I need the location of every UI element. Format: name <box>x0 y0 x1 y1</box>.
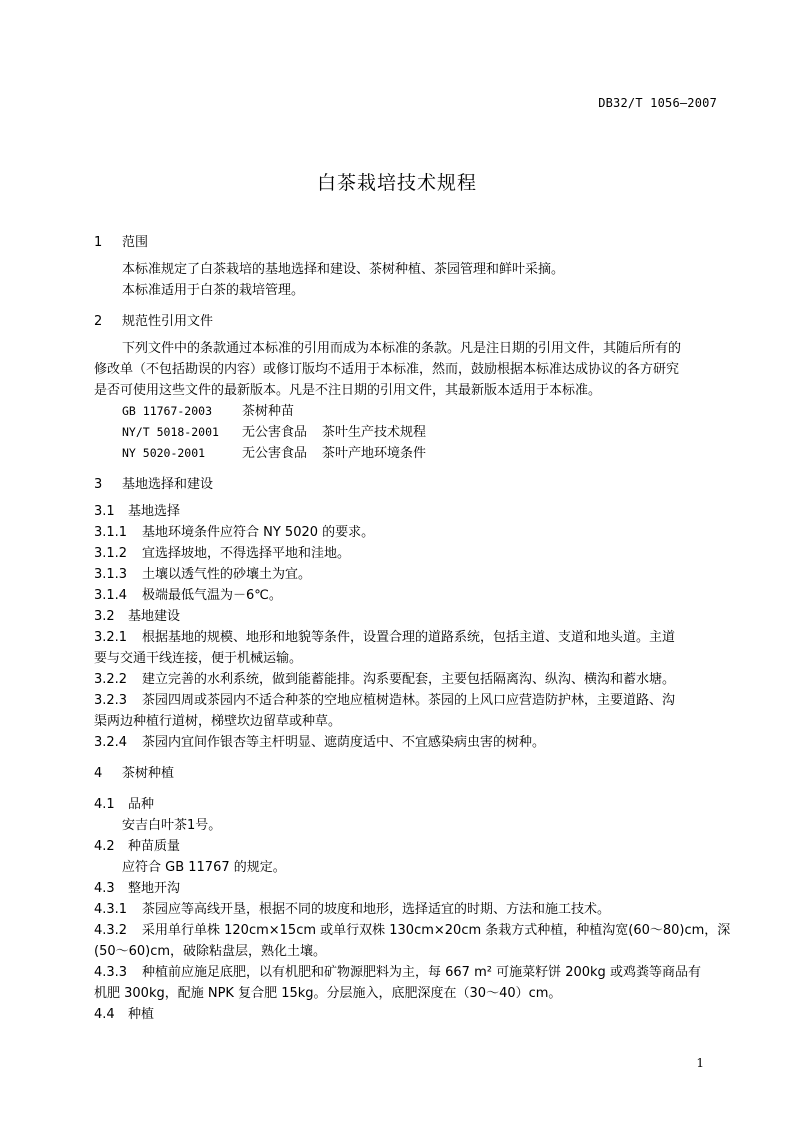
reference-item <box>94 443 720 464</box>
subsection-number: 3.2 <box>94 609 115 624</box>
subsection-title: 品种 <box>128 797 155 812</box>
subsection-heading <box>94 794 720 815</box>
paragraph-line: 是否可使用这些文件的最新版本。凡是不注日期的引用文件，其最新版本适用于本标准。 <box>94 383 602 398</box>
subsection-number: 4.1 <box>94 797 115 812</box>
section-heading <box>94 232 720 253</box>
subsection-number: 4.4 <box>94 1007 115 1022</box>
clause-number: 3.2.1 <box>94 630 128 645</box>
paragraph: 本标准适用于白茶的栽培管理。 <box>122 283 305 298</box>
reference-item <box>94 401 720 422</box>
clause-number: 4.3.1 <box>94 902 128 917</box>
clause-continuation: (50～60)cm，破除粘盘层，熟化土壤。 <box>94 944 327 959</box>
subsection-number: 4.3 <box>94 881 115 896</box>
clause-number: 3.1.4 <box>94 588 128 603</box>
reference-name: 无公害食品 <box>242 446 308 461</box>
page-title: 白茶栽培技术规程 <box>316 172 477 194</box>
subsection-heading <box>94 1004 720 1025</box>
clause-text: 茶园应等高线开垦，根据不同的坡度和地形，选择适宜的时期、方法和施工技术。 <box>142 902 611 917</box>
reference-title: 茶叶生产技术规程 <box>322 425 427 440</box>
reference-item <box>94 422 720 443</box>
clause <box>94 669 720 690</box>
section-heading <box>94 763 720 784</box>
clause-text: 茶园四周或茶园内不适合种茶的空地应植树造林。茶园的上风口应营造防护林，主要道路、沟 <box>142 693 676 708</box>
subsection-heading <box>94 878 720 899</box>
clause-number: 3.2.4 <box>94 735 128 750</box>
section-number: 2 <box>94 314 103 329</box>
clause-text: 极端最低气温为－6℃。 <box>142 588 282 603</box>
clause <box>94 690 720 711</box>
subsection-title: 种苗质量 <box>128 839 181 854</box>
clause-text: 建立完善的水利系统，做到能蓄能排。沟系要配套，主要包括隔离沟、纵沟、横沟和蓄水塘。 <box>142 672 676 687</box>
subsection-title: 整地开沟 <box>128 881 181 896</box>
clause-text: 宜选择坡地，不得选择平地和洼地。 <box>142 546 351 561</box>
clause <box>94 543 720 564</box>
document-body <box>94 232 731 1025</box>
clause <box>94 585 720 606</box>
clause <box>94 564 720 585</box>
subsection-heading <box>94 501 720 522</box>
reference-code: NY/T 5018-2001 <box>122 425 219 439</box>
reference-name: 茶树种苗 <box>242 404 295 419</box>
clause-number: 3.2.2 <box>94 672 128 687</box>
paragraph-line: 修改单（不包括勘误的内容）或修订版均不适用于本标准，然而，鼓励根据本标准达成协议的各方研究 <box>94 362 680 377</box>
clause-number: 3.1.1 <box>94 525 128 540</box>
paragraph: 本标准规定了白茶栽培的基地选择和建设、茶树种植、茶园管理和鲜叶采摘。 <box>122 262 565 277</box>
clause-number: 3.2.3 <box>94 693 128 708</box>
clause-continuation: 要与交通干线连接，便于机械运输。 <box>94 651 303 666</box>
clause-text: 茶园内宜间作银杏等主杆明显、遮荫度适中、不宜感染病虫害的树种。 <box>142 735 546 750</box>
paragraph-line: 下列文件中的条款通过本标准的引用而成为本标准的条款。凡是注日期的引用文件，其随后所有的 <box>122 341 682 356</box>
section-number: 3 <box>94 477 103 492</box>
subsection-title: 基地建设 <box>128 609 181 624</box>
paragraph: 应符合 GB 11767 的规定。 <box>122 860 286 875</box>
subsection-title: 种植 <box>128 1007 155 1022</box>
clause-text: 根据基地的规模、地形和地貌等条件，设置合理的道路系统，包括主道、支道和地头道。主道 <box>142 630 676 645</box>
section-title: 范围 <box>122 235 149 250</box>
subsection-number: 4.2 <box>94 839 115 854</box>
document-code: DB32/T 1056—2007 <box>598 96 717 110</box>
clause-text: 土壤以透气性的砂壤土为宜。 <box>142 567 312 582</box>
subsection-heading <box>94 836 720 857</box>
reference-code: GB 11767-2003 <box>122 404 213 418</box>
clause-text: 种植前应施足底肥，以有机肥和矿物源肥料为主，每 667 m² 可施菜籽饼 200kg 或鸡粪等商品有 <box>142 965 701 980</box>
clause-continuation: 机肥 300kg，配施 NPK 复合肥 15kg。分层施入，底肥深度在（30～40）cm。 <box>94 986 562 1001</box>
reference-code: NY 5020-2001 <box>122 446 206 460</box>
page-number: 1 <box>696 1056 704 1070</box>
subsection-number: 3.1 <box>94 504 115 519</box>
clause <box>94 522 720 543</box>
reference-name: 无公害食品 <box>242 425 308 440</box>
section-title: 茶树种植 <box>122 766 175 781</box>
clause-text: 基地环境条件应符合 NY 5020 的要求。 <box>142 525 375 540</box>
clause <box>94 627 720 648</box>
section-title: 规范性引用文件 <box>122 314 214 329</box>
clause <box>94 732 720 753</box>
section-title: 基地选择和建设 <box>122 477 214 492</box>
section-heading <box>94 311 720 332</box>
section-heading <box>94 474 720 495</box>
subsection-title: 基地选择 <box>128 504 181 519</box>
clause <box>94 920 731 941</box>
clause-number: 3.1.2 <box>94 546 128 561</box>
clause-number: 4.3.3 <box>94 965 128 980</box>
clause <box>94 962 720 983</box>
clause-number: 4.3.2 <box>94 923 128 938</box>
subsection-heading <box>94 606 720 627</box>
reference-title: 茶叶产地环境条件 <box>322 446 427 461</box>
section-number: 4 <box>94 766 103 781</box>
clause-continuation: 渠两边种植行道树，梯壁坎边留草或种草。 <box>94 714 342 729</box>
section-number: 1 <box>94 235 103 250</box>
paragraph: 安吉白叶茶1号。 <box>122 818 222 833</box>
clause-number: 3.1.3 <box>94 567 128 582</box>
clause <box>94 899 720 920</box>
clause-text: 采用单行单株 120cm×15cm 或单行双株 130cm×20cm 条栽方式种植，种植沟宽(60～80)cm，深 <box>142 923 731 938</box>
